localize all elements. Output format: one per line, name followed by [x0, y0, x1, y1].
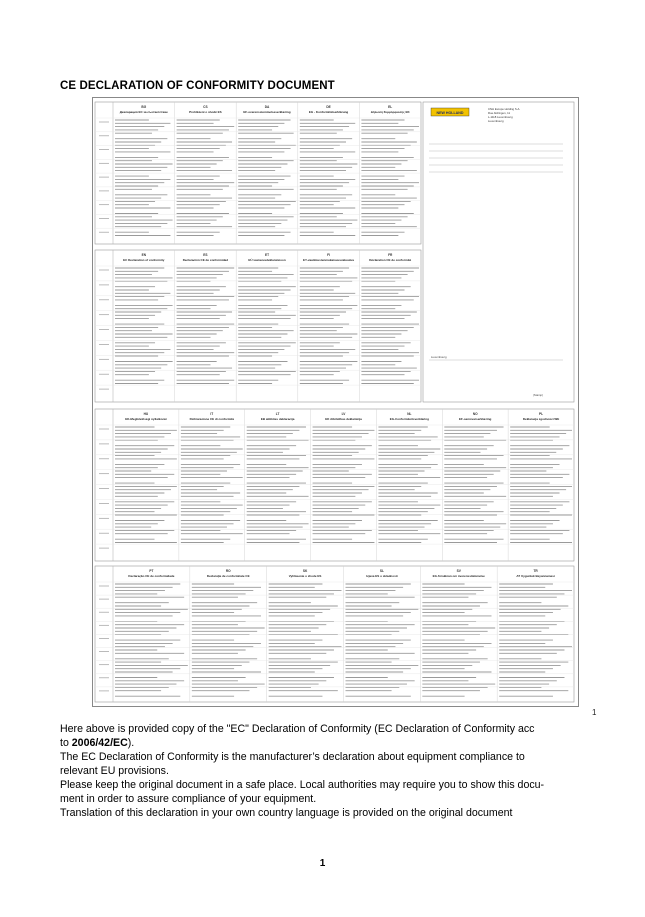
caption-line: Translation of this declaration in your own country language is provided on the original document: [60, 807, 513, 819]
column-heading: Prohlášení o shodě ES: [189, 110, 222, 114]
column-heading: Декларация ЕС за съответствие: [119, 110, 168, 114]
column-lang-code: SK: [302, 569, 308, 573]
column-lang-code: CS: [203, 105, 208, 109]
column-heading: EF-samsvarserklæring: [459, 417, 492, 421]
column-heading: EK-Megfelelőségi nyilatkozat: [125, 417, 167, 421]
column-heading: EG-Conformiteitsverklaring: [389, 417, 429, 421]
declaration-scan: [92, 97, 579, 707]
column-lang-code: LT: [275, 412, 280, 416]
column-lang-code: IT: [210, 412, 214, 416]
column-heading: EC Declaration of conformity: [123, 258, 165, 262]
column-heading: Declaração CE de conformidade: [128, 574, 175, 578]
caption-line: ment in order to assure compliance of your equipment.: [60, 793, 317, 805]
column-heading: EY-vaatimustenmukaisuusvakuutus: [303, 258, 355, 262]
caption-line: The EC Declaration of Conformity is the manufacturer’s declaration about equipment compliance to: [60, 751, 525, 763]
stamp-label: (Stamp): [533, 393, 543, 397]
column-lang-code: SV: [456, 569, 461, 573]
band-frame: [95, 566, 574, 702]
column-lang-code: ES: [203, 253, 208, 257]
column-lang-code: EL: [388, 105, 393, 109]
column-lang-code: NL: [407, 412, 412, 416]
column-heading: EG-försäkran om överensstämmelse: [432, 574, 485, 578]
page-title: CE DECLARATION OF CONFORMITY DOCUMENT: [60, 80, 335, 92]
caption-line: [60, 736, 630, 750]
column-lang-code: FI: [327, 253, 331, 257]
column-lang-code: DE: [326, 105, 331, 109]
column-heading: EÜ vastavusdeklaratsioon: [248, 258, 286, 262]
column-lang-code: LV: [341, 412, 346, 416]
column-lang-code: HU: [143, 412, 149, 416]
caption-line: Here above is provided copy of the "EC" Declaration of Conformity (EC Declaration of Conformity acc: [60, 723, 535, 735]
column-heading: AT Uygunluk Beyannamesi: [516, 574, 555, 578]
caption-line: relevant EU provisions.: [60, 765, 169, 777]
column-lang-code: PT: [149, 569, 154, 573]
column-lang-code: NO: [472, 412, 478, 416]
column-heading: Declaraţie de conformitate CE: [206, 574, 250, 578]
declaration-scan-drawing: [93, 98, 578, 706]
column-heading: Declaración CE de conformidad: [182, 258, 229, 262]
directive-ref: 2006/42/EC: [71, 737, 128, 749]
column-heading: Vyhlásenie o zhode ES: [288, 574, 322, 578]
column-lang-code: RO: [225, 569, 231, 573]
column-heading: Izjava ES o skladnosti: [366, 574, 398, 578]
column-lang-code: TR: [533, 569, 538, 573]
band-frame: [95, 409, 574, 561]
company-address-line: Rue Aldringen, 11: [488, 111, 511, 115]
column-heading: Dichiarazione CE di conformità: [189, 417, 234, 421]
caption-line-start: to 2006/42/EC).: [60, 737, 135, 749]
column-heading: EK Atbilstības deklarācija: [325, 417, 362, 421]
company-address-line: L-1118 Luxembourg: [488, 115, 513, 119]
caption-text: [60, 722, 630, 820]
column-lang-code: SL: [379, 569, 384, 573]
column-heading: Deklaracja zgodności WE: [522, 417, 560, 421]
column-lang-code: DA: [264, 105, 270, 109]
column-lang-code: EN: [141, 253, 147, 257]
column-lang-code: ET: [264, 253, 270, 257]
column-lang-code: BG: [141, 105, 147, 109]
column-heading: Déclaration CE de conformité: [369, 258, 412, 262]
company-address-line: Luxembourg: [488, 119, 504, 123]
caption-line: Please keep the original document in a safe place. Local authorities may require you to show this docu-: [60, 779, 545, 791]
company-address-line: CNH Europe Holding S.A.: [488, 107, 521, 111]
column-lang-code: PL: [539, 412, 544, 416]
footer-page-number: 1: [319, 858, 326, 869]
place-label: Luxembourg: [431, 355, 447, 359]
scan-page-number: 1: [592, 708, 597, 717]
band-frame: [95, 250, 421, 402]
column-lang-code: FR: [388, 253, 393, 257]
column-heading: EF-overensstemmelseserklæring: [243, 110, 291, 114]
column-heading: EG - Konformitätserklärung: [308, 110, 349, 114]
column-heading: EB atitikties deklaracija: [260, 417, 295, 421]
company-logo: NEW HOLLAND: [436, 110, 464, 115]
column-heading: Δήλωση Συμμόρφωσης ΕΚ: [370, 110, 410, 114]
